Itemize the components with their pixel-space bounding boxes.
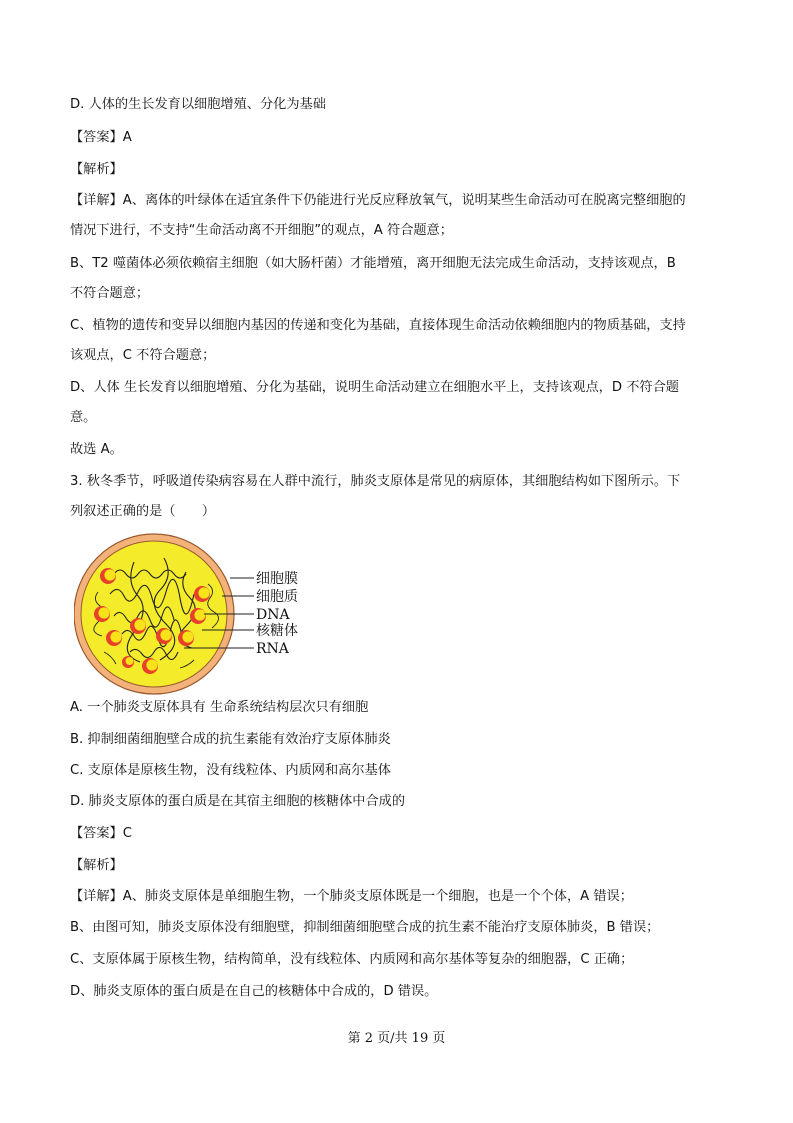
explanation-line: 该观点，C 不符合题意； bbox=[70, 348, 216, 363]
explanation-line: D、人体 生长发育以细胞增殖、分化为基础，说明生命活动建立在细胞水平上，支持该观点，D 不符合题 bbox=[70, 380, 679, 395]
explanation-line: 情况下进行，不支持“生命活动离不开细胞”的观点，A 符合题意； bbox=[70, 223, 453, 238]
label-cell-membrane: 细胞膜 bbox=[256, 571, 298, 587]
question-3-stem: 3. 秋冬季节，呼吸道传染病容易在人群中流行，肺炎支原体是常见的病原体，其细胞结构如下图所示。下 bbox=[70, 474, 681, 489]
answer-label: 【答案】C bbox=[70, 826, 132, 841]
page-footer: 第 2 页/共 19 页 bbox=[347, 1031, 446, 1046]
option-c: C. 支原体是原核生物，没有线粒体、内质网和高尔基体 bbox=[70, 763, 391, 778]
question-3-stem: 列叙述正确的是（ ） bbox=[70, 504, 216, 519]
analysis-label: 【解析】 bbox=[70, 858, 123, 873]
explanation-line: B、由图可知，肺炎支原体没有细胞壁，抑制细菌细胞壁合成的抗生素不能治疗支原体肺炎，B 错误； bbox=[70, 920, 660, 935]
option-d: D. 肺炎支原体的蛋白质是在其宿主细胞的核糖体中合成的 bbox=[70, 794, 406, 809]
option-d-prev: D. 人体的生长发育以细胞增殖、分化为基础 bbox=[70, 97, 326, 112]
answer-label-prev: 【答案】A bbox=[70, 130, 132, 145]
explanation-line: 不符合题意； bbox=[70, 286, 150, 301]
explanation-line: 意。 bbox=[70, 410, 97, 425]
mycoplasma-cell-diagram bbox=[74, 532, 314, 696]
option-a: A. 一个肺炎支原体具有 生命系统结构层次只有细胞 bbox=[70, 700, 369, 715]
explanation-line: C、支原体属于原核生物，结构简单，没有线粒体、内质网和高尔基体等复杂的细胞器，C 正确； bbox=[70, 952, 634, 967]
explanation-line: D、肺炎支原体的蛋白质是在自己的核糖体中合成的，D 错误。 bbox=[70, 984, 438, 999]
explanation-line: B、T2 噬菌体必须依赖宿主细胞（如大肠杆菌）才能增殖，离开细胞无法完成生命活动，支持该观点，B bbox=[70, 256, 676, 271]
choice-statement: 故选 A。 bbox=[70, 442, 123, 457]
label-cytoplasm: 细胞质 bbox=[256, 589, 298, 605]
label-dna: DNA bbox=[256, 607, 290, 623]
explanation-line: C、植物的遗传和变异以细胞内基因的传递和变化为基础，直接体现生命活动依赖细胞内的物质基础，支持 bbox=[70, 318, 686, 333]
explanation-line: 【详解】A、离体的叶绿体在适宜条件下仍能进行光反应释放氧气，说明某些生命活动可在脱离完整细胞的 bbox=[70, 193, 686, 208]
label-rna: RNA bbox=[256, 641, 289, 657]
option-b: B. 抑制细菌细胞壁合成的抗生素能有效治疗支原体肺炎 bbox=[70, 732, 391, 747]
analysis-label-prev: 【解析】 bbox=[70, 162, 123, 177]
explanation-line: 【详解】A、肺炎支原体是单细胞生物，一个肺炎支原体既是一个细胞，也是一个个体，A 错误； bbox=[70, 889, 633, 904]
label-ribosome: 核糖体 bbox=[256, 623, 298, 639]
